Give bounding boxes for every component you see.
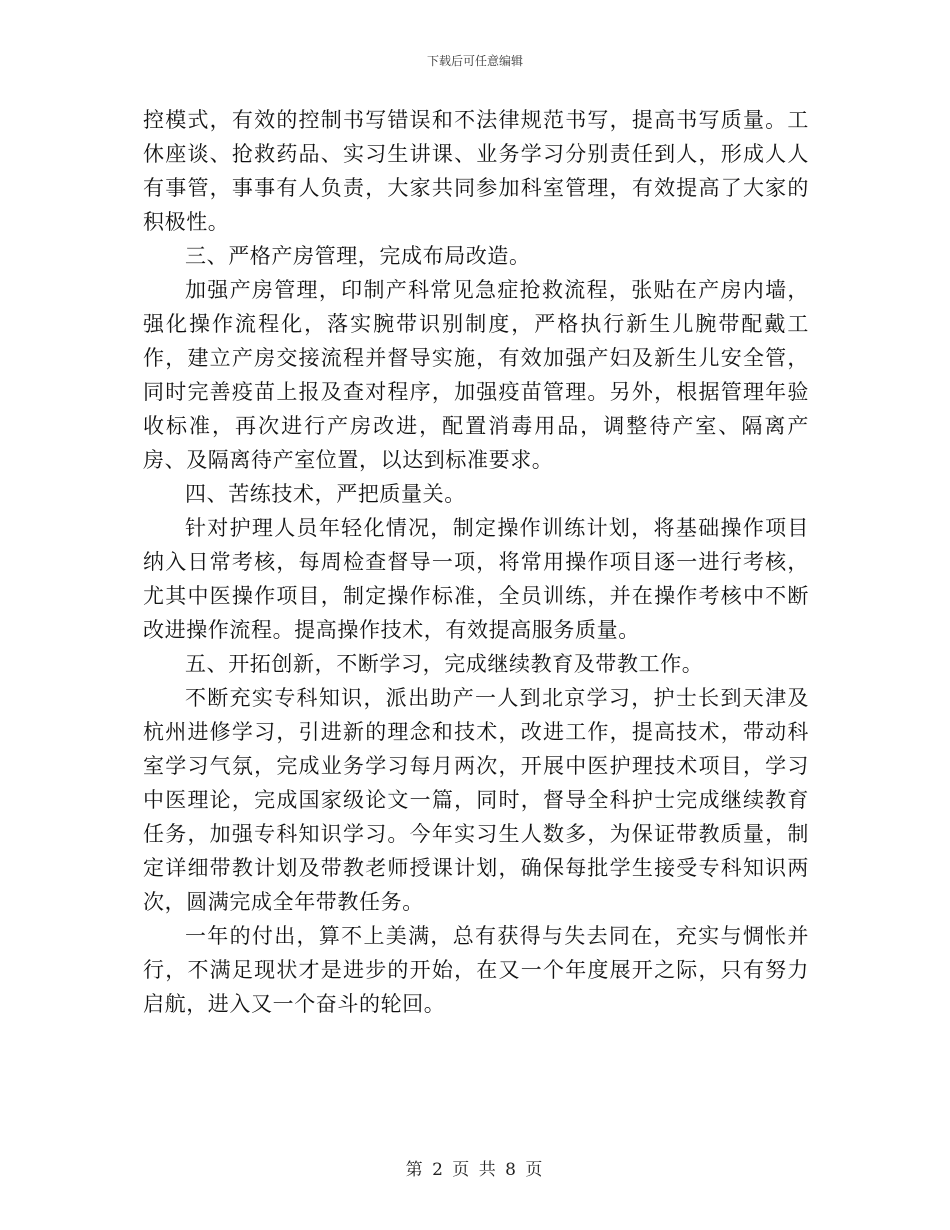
paragraph: 针对护理人员年轻化情况，制定操作训练计划，将基础操作项目纳入日常考核，每周检查督导一项，将常用操作项目逐一进行考核，尤其中医操作项目，制定操作标准，全员训练，并在操作考核中不断改进操作流程。提高操作技术，有效提高服务质量。 (143, 516, 809, 642)
paragraph: 加强产房管理，印制产科常见急症抢救流程，张贴在产房内墙，强化操作流程化，落实腕带识别制度，严格执行新生儿腕带配戴工作，建立产房交接流程并督导实施，有效加强产妇及新生儿安全管，同时完善疫苗上报及查对程序，加强疫苗管理。另外，根据管理年验收标准，再次进行产房改进，配置消毒用品，调整待产室、隔离产房、及隔离待产室位置，以达到标准要求。 (143, 278, 809, 472)
paragraph: 一年的付出，算不上美满，总有获得与失去同在，充实与惆怅并行，不满足现状才是进步的开始，在又一个年度展开之际，只有努力启航，进入又一个奋斗的轮回。 (143, 924, 809, 1016)
paragraph-continuation: 控模式，有效的控制书写错误和不法律规范书写，提高书写质量。工休座谈、抢救药品、实习生讲课、业务学习分别责任到人，形成人人有事管，事事有人负责，大家共同参加科室管理，有效提高了大家的积极性。 (143, 108, 809, 234)
section-heading-5: 五、开拓创新，不断学习，完成继续教育及带教工作。 (185, 652, 704, 676)
page-footer: 第 2 页 共 8 页 (405, 1160, 545, 1180)
section-heading-4: 四、苦练技术，严把质量关。 (185, 482, 466, 506)
section-heading-3: 三、严格产房管理，完成布局改造。 (185, 244, 531, 268)
paragraph: 不断充实专科知识，派出助产一人到北京学习，护士长到天津及杭州进修学习，引进新的理念和技术，改进工作，提高技术，带动科室学习气氛，完成业务学习每月两次，开展中医护理技术项目，学习中医理论，完成国家级论文一篇，同时，督导全科护士完成继续教育任务，加强专科知识学习。今年实习生人数多，为保证带教质量，制定详细带教计划及带教老师授课计划，确保每批学生接受专科知识两次，圆满完成全年带教任务。 (143, 686, 809, 914)
page-header: 下载后可任意编辑 (426, 54, 523, 68)
document-body (143, 103, 809, 1021)
